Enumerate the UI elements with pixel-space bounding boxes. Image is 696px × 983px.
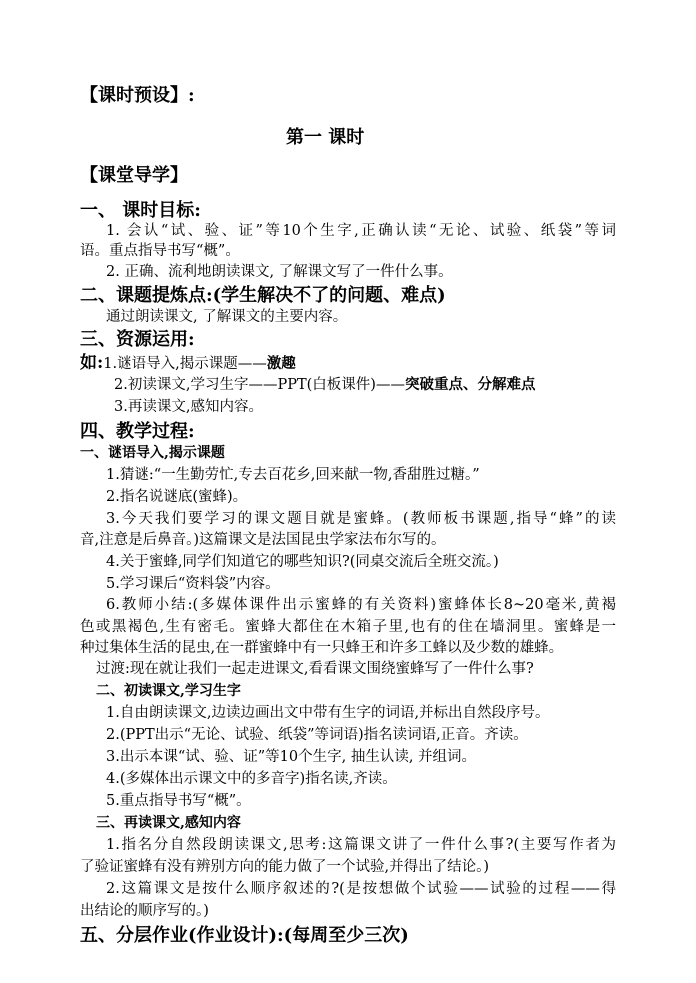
part2-line-5: 5.重点指导书写“概”。: [106, 793, 251, 809]
part1-line-1: 1.猜谜:“一生勤劳忙,专去百花乡,回来献一物,香甜胜过糖。”: [106, 467, 480, 483]
part3-line-1b: 了验证蜜蜂有没有辨别方向的能力做了一个试验,并得出了结论。): [80, 859, 490, 875]
part2-line-3: 3.出示本课“试、验、证”等10个生字, 抽生认读, 并组词。: [106, 749, 477, 765]
part2-heading: 二、初读课文,学习生字: [96, 683, 241, 699]
part1-line-4: 4.关于蜜蜂,同学们知道它的哪些知识?(同桌交流后全班交流。): [106, 554, 499, 570]
part2-line-2: 2.(PPT出示“无论、试验、纸袋”等词语)指名读词语,正音。齐读。: [106, 727, 528, 743]
part2-line-1: 1.自由朗读课文,边读边画出文中带有生字的词语,并标出自然段序号。: [106, 705, 550, 721]
resources-item-2: [114, 375, 535, 395]
part1-line-6b: 色或黑褐色,生有密毛。蜜蜂大都住在木箱子里,也有的住在墙洞里。蜜蜂是一: [80, 619, 616, 635]
part1-line-6a: 6.教师小结:(多媒体课件出示蜜蜂的有关资料)蜜蜂体长8~20毫米,黄褐: [106, 597, 616, 613]
resources-prefix: 如:: [80, 353, 104, 373]
key-points-text: 通过朗读课文, 了解课文的主要内容。: [106, 309, 348, 325]
goal-item-1-line1: 1. 会认“试、验、证”等10个生字,正确认读“无论、试验、纸袋”等词: [106, 223, 616, 239]
goal-item-2: 2. 正确、流利地朗读课文, 了解课文写了一件什么事。: [106, 264, 453, 280]
resources-item-1: [80, 352, 296, 374]
part3-line-1a: 1.指名分自然段朗读课文,思考:这篇课文讲了一件什么事?(主要写作者为: [106, 837, 616, 853]
resources-item-2-text: 2.初读课文,学习生字——PPT(白板课件)——: [114, 377, 405, 393]
part3-line-2b: 出结论的顺序写的。): [80, 903, 209, 919]
homework-heading: 五、分层作业(作业设计):(每周至少三次): [80, 925, 409, 946]
part1-line-3b: 音,注意是后鼻音。)这篇课文是法国昆虫学家法布尔写的。: [80, 532, 446, 548]
part3-line-2a: 2.这篇课文是按什么顺序叙述的?(是按想做个试验——试验的过程——得: [106, 881, 616, 897]
guide-heading: 【课堂导学】: [80, 165, 188, 186]
part2-line-4: 4.(多媒体出示课文中的多音字)指名读,齐读。: [106, 771, 397, 787]
resources-item-1-text: 1.谜语导入,揭示课题——: [103, 356, 267, 372]
part3-heading: 三、再读课文,感知内容: [96, 815, 241, 831]
part1-line-3a: 3.今天我们要学习的课文题目就是蜜蜂。(教师板书课题,指导“蜂”的读: [106, 511, 616, 527]
preset-heading: 【课时预设】:: [80, 85, 195, 106]
part1-line-6c: 种过集体生活的昆虫,在一群蜜蜂中有一只蜂王和许多工蜂以及少数的雄蜂。: [80, 640, 564, 656]
part1-transition: 过渡:现在就让我们一起走进课文,看看课文围绕蜜蜂写了一件什么事?: [96, 661, 534, 677]
key-points-heading: 二、课题提炼点:(学生解决不了的问题、难点): [80, 285, 446, 306]
part1-heading: 一、谜语导入,揭示课题: [80, 445, 225, 461]
resources-item-3: 3.再读课文,感知内容。: [114, 399, 263, 415]
resources-heading: 三、资源运用:: [80, 329, 195, 350]
resources-item-1-emph: 激趣: [266, 355, 296, 372]
goals-heading: 一、 课时目标:: [80, 200, 201, 221]
part1-line-2: 2.指名说谜底(蜜蜂)。: [106, 489, 248, 505]
lesson-title: 第一 课时: [286, 127, 365, 148]
goal-item-1-line2: 语。重点指导书写“概”。: [80, 243, 240, 259]
process-heading: 四、教学过程:: [80, 421, 195, 442]
resources-item-2-emph: 突破重点、分解难点: [404, 376, 536, 393]
part1-line-5: 5.学习课后“资料袋”内容。: [106, 576, 280, 592]
